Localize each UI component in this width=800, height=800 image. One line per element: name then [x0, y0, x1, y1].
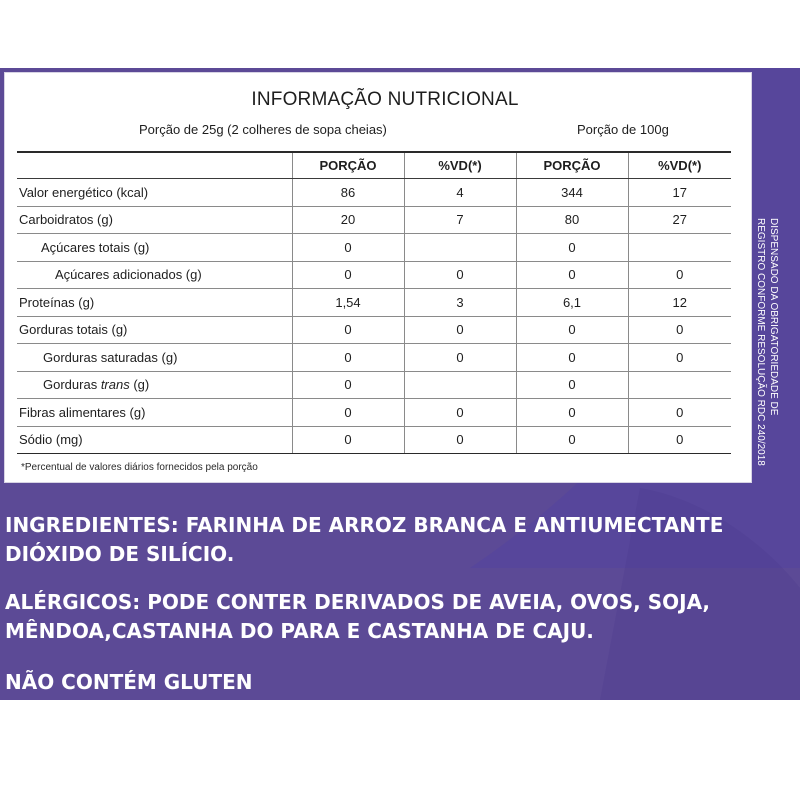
cell-value: 4 — [404, 179, 516, 207]
cell-value: 20 — [292, 206, 404, 234]
cell-value: 0 — [516, 371, 628, 399]
cell-value: 0 — [516, 344, 628, 372]
cell-value: 12 — [628, 289, 731, 317]
cell-value: 0 — [292, 371, 404, 399]
nutrition-facts-label — [4, 72, 752, 483]
table-row — [17, 316, 731, 344]
cell-value — [404, 371, 516, 399]
row-label: Gorduras totais (g) — [17, 316, 292, 344]
table-row — [17, 179, 731, 207]
row-label: Gorduras saturadas (g) — [17, 344, 292, 372]
row-label: Sódio (mg) — [17, 426, 292, 454]
table-row — [17, 261, 731, 289]
cell-value — [404, 234, 516, 262]
cell-value: 0 — [292, 261, 404, 289]
cell-value: 86 — [292, 179, 404, 207]
header-vd-100: %VD(*) — [628, 152, 731, 179]
row-label: Açúcares totais (g) — [17, 234, 292, 262]
vd-footnote: *Percentual de valores diários fornecidos pela porção — [21, 462, 258, 473]
cell-value: 0 — [292, 234, 404, 262]
table-row — [17, 206, 731, 234]
header-vd-25: %VD(*) — [404, 152, 516, 179]
table-row — [17, 344, 731, 372]
allergens-text: ALÉRGICOS: PODE CONTER DERIVADOS DE AVEIA, OVOS, SOJA, MÊNDOA,CASTANHA DO PARA E CASTANHA DE CAJU. — [5, 590, 711, 643]
table-row — [17, 289, 731, 317]
cell-value: 0 — [516, 261, 628, 289]
cell-value: 0 — [628, 316, 731, 344]
registration-note-text: DISPENSADO DA OBRIGATORIEDADE DE REGISTRO CONFORME RESOLUÇÃO RDC 240/2018 — [755, 218, 779, 466]
cell-value: 3 — [404, 289, 516, 317]
cell-value: 0 — [292, 426, 404, 454]
ingredients-text: INGREDIENTES: FARINHA DE ARROZ BRANCA E ANTIUMECTANTE DIÓXIDO DE SILÍCIO. — [5, 513, 724, 566]
cell-value: 0 — [292, 399, 404, 427]
cell-value: 0 — [516, 316, 628, 344]
serving-25g-label: Porção de 25g (2 colheres de sopa cheias) — [139, 122, 387, 137]
row-label: Carboidratos (g) — [17, 206, 292, 234]
row-label: Açúcares adicionados (g) — [17, 261, 292, 289]
header-portion-25: PORÇÃO — [292, 152, 404, 179]
cell-value: 0 — [628, 344, 731, 372]
table-row — [17, 399, 731, 427]
cell-value: 0 — [404, 426, 516, 454]
cell-value: 0 — [292, 344, 404, 372]
cell-value: 344 — [516, 179, 628, 207]
nutrition-table — [17, 151, 731, 454]
cell-value: 0 — [628, 399, 731, 427]
row-label: Valor energético (kcal) — [17, 179, 292, 207]
cell-value: 7 — [404, 206, 516, 234]
row-label-suffix: (g) — [129, 377, 150, 393]
cell-value: 0 — [516, 426, 628, 454]
purple-panel — [0, 68, 800, 700]
cell-value — [628, 371, 731, 399]
registration-note — [751, 218, 783, 518]
nutrition-title: INFORMAÇÃO NUTRICIONAL — [251, 89, 519, 110]
cell-value: 0 — [516, 234, 628, 262]
header-portion-100: PORÇÃO — [516, 152, 628, 179]
row-label: Proteínas (g) — [17, 289, 292, 317]
cell-value: 0 — [292, 316, 404, 344]
cell-value: 27 — [628, 206, 731, 234]
cell-value: 80 — [516, 206, 628, 234]
serving-100g-label: Porção de 100g — [577, 122, 669, 137]
cell-value: 0 — [404, 344, 516, 372]
cell-value: 0 — [404, 261, 516, 289]
table-header-row — [17, 152, 731, 179]
header-blank — [17, 152, 292, 179]
cell-value: 0 — [404, 399, 516, 427]
cell-value: 17 — [628, 179, 731, 207]
cell-value: 6,1 — [516, 289, 628, 317]
row-label — [17, 371, 292, 399]
row-label: Fibras alimentares (g) — [17, 399, 292, 427]
cell-value: 0 — [628, 261, 731, 289]
cell-value: 0 — [628, 426, 731, 454]
cell-value: 0 — [404, 316, 516, 344]
row-label-prefix: Gorduras — [43, 377, 101, 393]
table-row — [17, 426, 731, 454]
cell-value: 0 — [516, 399, 628, 427]
gluten-free-text: NÃO CONTÉM GLUTEN — [5, 670, 253, 694]
table-row — [17, 234, 731, 262]
cell-value: 1,54 — [292, 289, 404, 317]
cell-value — [628, 234, 731, 262]
row-label-italic: trans — [100, 377, 130, 393]
table-row — [17, 371, 731, 399]
